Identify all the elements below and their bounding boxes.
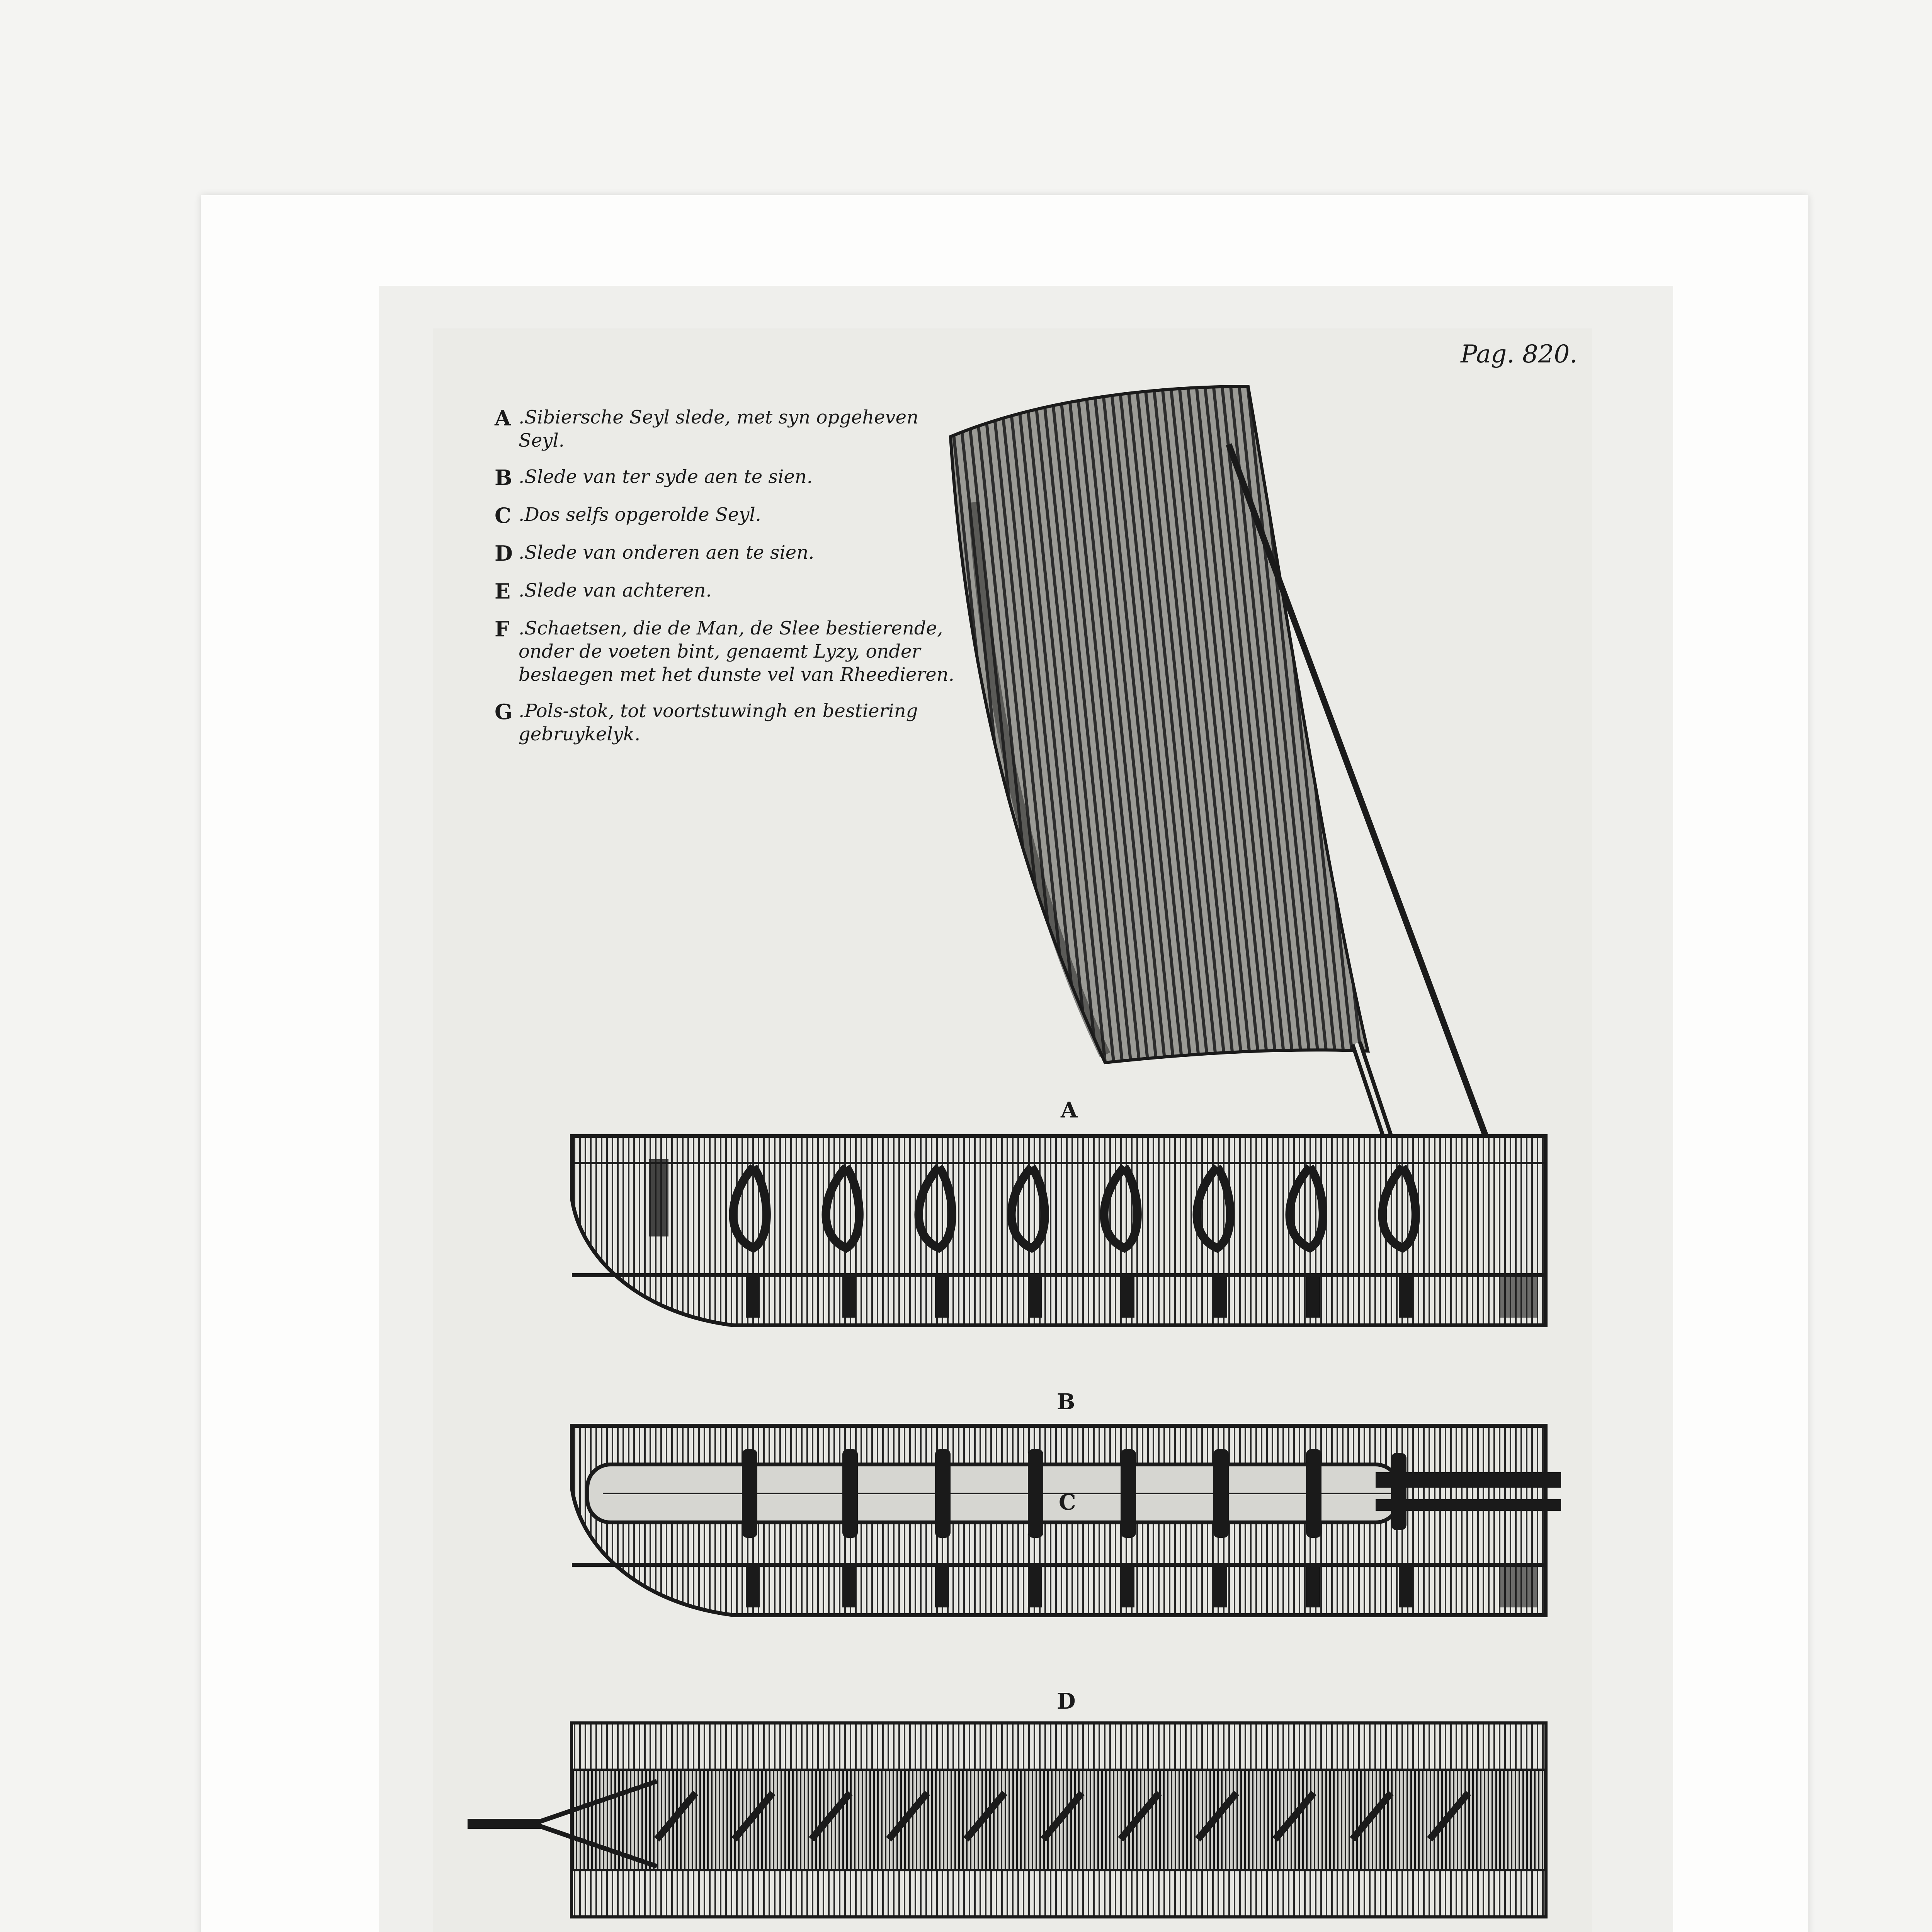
page-number: Pag. 820. [1461,340,1578,369]
sledge-bottom-view-d [468,1723,1546,1917]
legend-item-b [495,465,958,490]
legend-item-d [495,541,958,566]
legend-text: .Dos selfs opgerolde Seyl. [519,504,761,526]
legend-item-a [495,406,958,452]
legend-letter: B [495,465,512,490]
legend-letter: F [495,617,510,641]
legend-letter: D [495,541,513,566]
legend-item-e [495,579,958,604]
sledge-side-view-b [572,1426,1561,1615]
figure-label-c: C [1059,1490,1076,1515]
legend [495,406,958,759]
legend-item-f [495,617,958,686]
figure-label-b: B [1057,1389,1075,1415]
legend-text: .Slede van ter syde aen te sien. [519,466,813,488]
figure-label-d: D [1057,1689,1076,1714]
legend-text: .Schaetsen, die de Man, de Slee bestierende, onder de voeten bint, genaemt Lyzy, onder beslaegen met het dunste vel van Rheedieren. [519,617,954,685]
legend-item-c [495,503,958,528]
legend-letter: C [495,503,511,528]
legend-letter: A [495,406,511,430]
legend-item-g [495,699,958,746]
legend-text: .Sibiersche Seyl slede, met syn opgeheven Seyl. [519,406,918,451]
figure-label-a: A [1061,1097,1078,1123]
legend-text: .Slede van onderen aen te sien. [519,542,815,563]
legend-text: .Pols-stok, tot voortstuwingh en bestiering gebruykelyk. [519,700,918,745]
legend-letter: G [495,699,513,724]
legend-letter: E [495,579,511,604]
sledge-side-view-a [572,1136,1546,1325]
legend-text: .Slede van achteren. [519,580,712,601]
